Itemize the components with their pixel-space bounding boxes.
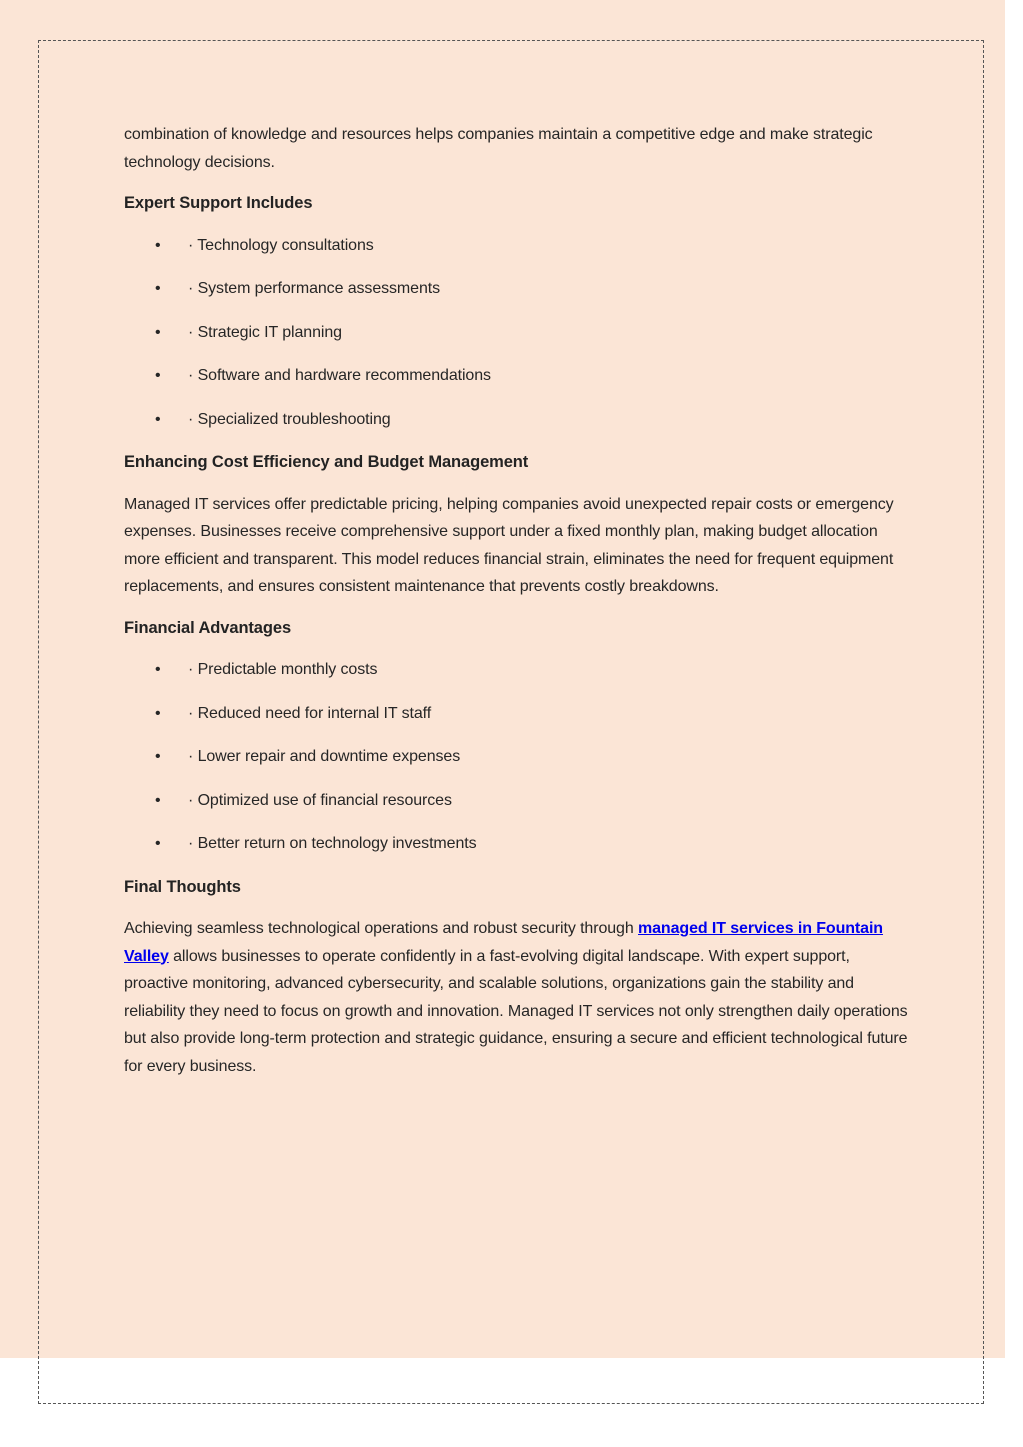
list-item <box>155 319 910 347</box>
list-item-label: · Predictable monthly costs <box>188 661 378 678</box>
heading-expert-support: Expert Support Includes <box>124 194 313 212</box>
final-thoughts-paragraph <box>124 915 910 1080</box>
expert-support-bullet-list <box>155 232 910 434</box>
final-paragraph-after-link: allows businesses to operate confidently in a fast-evolving digital landscape. With expert support, proactive monitoring, advanced cybersecurity, and scalable solutions, organizations gain the stability and reliability they need to focus on growth and innovation. Managed IT services not only strengthen daily operations but also provide long-term protection and strategic guidance, ensuring a secure and efficient technological future for every business. <box>124 947 908 1075</box>
list-item-label: · System performance assessments <box>188 280 440 297</box>
bullet-icon: • <box>155 704 161 722</box>
list-item <box>155 275 910 303</box>
final-paragraph-before-link: Achieving seamless technological operations and robust security through <box>124 920 638 937</box>
list-item-label: · Better return on technology investments <box>188 835 477 852</box>
list-item-label: · Software and hardware recommendations <box>188 367 491 384</box>
bullet-icon: • <box>155 367 161 384</box>
bullet-icon: • <box>155 835 161 852</box>
list-item <box>155 362 910 390</box>
bullet-icon: • <box>155 791 161 809</box>
financial-advantages-bullet-list <box>155 656 910 858</box>
bullet-icon: • <box>155 410 161 428</box>
list-item-label: · Optimized use of financial resources <box>188 791 452 809</box>
list-item <box>155 232 910 260</box>
list-item <box>155 830 910 858</box>
list-item-label: · Specialized troubleshooting <box>188 410 391 428</box>
managed-it-services-link[interactable]: managed IT services in Fountain Valley <box>124 920 883 965</box>
bullet-icon: • <box>155 748 161 765</box>
list-item <box>155 656 910 684</box>
heading-financial-advantages: Financial Advantages <box>124 618 292 637</box>
cost-efficiency-paragraph: Managed IT services offer predictable pricing, helping companies avoid unexpected repair costs or emergency expenses. Businesses receive comprehensive support under a fixed monthly plan, making budget allocation more efficient and transparent. This model reduces financial strain, eliminates the need for frequent equipment replacements, and ensures consistent maintenance that prevents costly breakdowns. <box>124 495 894 595</box>
heading-final-thoughts: Final Thoughts <box>124 877 241 896</box>
intro-paragraph: combination of knowledge and resources helps companies maintain a competitive edge and make strategic technology decisions. <box>124 126 873 171</box>
list-item-label: · Lower repair and downtime expenses <box>188 748 461 765</box>
bullet-icon: • <box>155 280 161 297</box>
list-item-label: · Strategic IT planning <box>188 323 342 341</box>
list-item <box>155 406 910 434</box>
list-item <box>155 700 910 728</box>
list-item-label: · Reduced need for internal IT staff <box>188 704 432 722</box>
document-content <box>124 121 910 1094</box>
list-item <box>155 787 910 815</box>
list-item-label: · Technology consultations <box>188 236 374 254</box>
list-item <box>155 743 910 771</box>
bullet-icon: • <box>155 323 161 341</box>
bullet-icon: • <box>155 661 161 678</box>
bullet-icon: • <box>155 236 161 254</box>
heading-cost-efficiency: Enhancing Cost Efficiency and Budget Management <box>124 453 529 471</box>
